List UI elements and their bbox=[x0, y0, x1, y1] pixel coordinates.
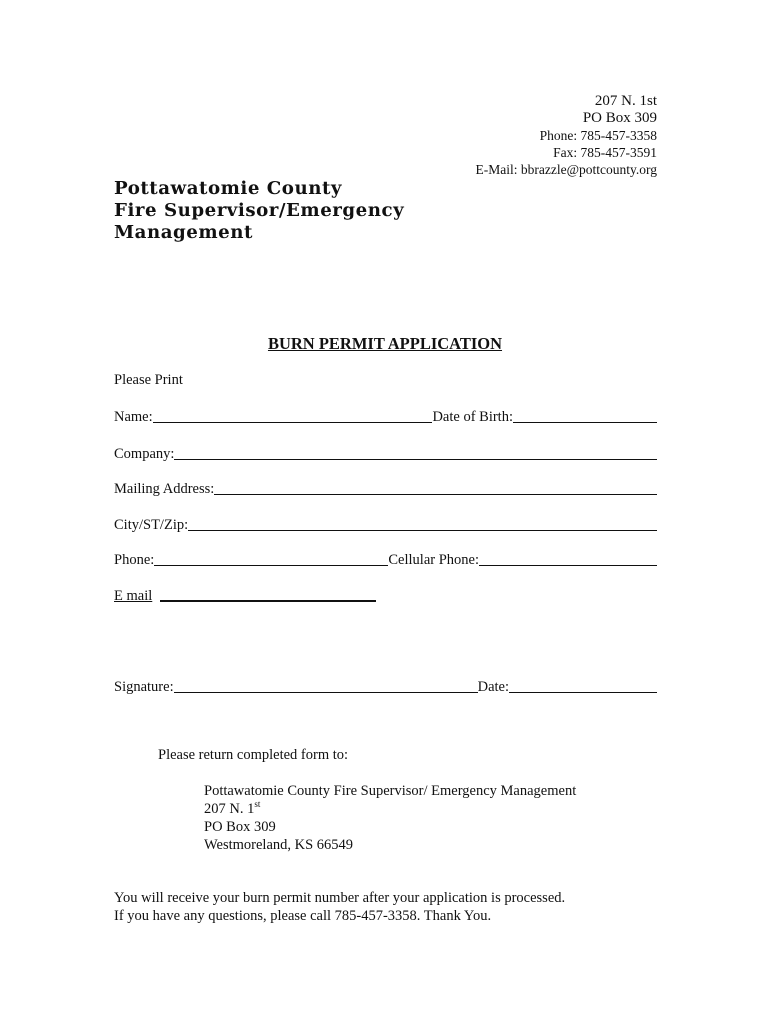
return-line-3: PO Box 309 bbox=[204, 819, 276, 835]
return-line-1: Pottawatomie County Fire Supervisor/ Emergency Management bbox=[204, 783, 577, 799]
return-line-2 bbox=[204, 800, 576, 818]
cellular-phone-field[interactable] bbox=[479, 551, 657, 566]
address-phone: Phone: 785-457-3358 bbox=[539, 128, 657, 143]
cellular-phone-label: Cellular Phone: bbox=[388, 552, 479, 568]
org-line-2: Fire Supervisor/Emergency bbox=[114, 201, 405, 221]
footer-note bbox=[114, 889, 565, 925]
city-state-zip-field[interactable] bbox=[188, 516, 657, 531]
org-line-3: Management bbox=[114, 223, 253, 243]
return-address-block bbox=[204, 782, 576, 854]
mailing-address-label: Mailing Address: bbox=[114, 481, 215, 497]
phone-label: Phone: bbox=[114, 552, 155, 568]
address-fax: Fax: 785-457-3591 bbox=[553, 145, 657, 160]
phone-field[interactable] bbox=[154, 551, 388, 566]
dob-label: Date of Birth: bbox=[432, 409, 513, 425]
return-heading: Please return completed form to: bbox=[158, 747, 349, 763]
email-label: E mail bbox=[114, 588, 153, 604]
signature-field[interactable] bbox=[174, 678, 478, 693]
company-field[interactable] bbox=[174, 445, 657, 460]
city-state-zip-label: City/ST/Zip: bbox=[114, 517, 189, 533]
company-row bbox=[114, 443, 657, 463]
address-email: E-Mail: bbrazzle@pottcounty.org bbox=[475, 162, 657, 177]
dob-field[interactable] bbox=[513, 408, 657, 423]
organization-heading bbox=[114, 178, 404, 244]
date-field[interactable] bbox=[509, 678, 657, 693]
date-label: Date: bbox=[477, 679, 509, 695]
return-line-4: Westmoreland, KS 66549 bbox=[204, 837, 354, 853]
footer-line-2: If you have any questions, please call 785-457-3358. Thank You. bbox=[114, 908, 492, 924]
return-street-suffix: st bbox=[254, 799, 261, 809]
city-state-zip-row bbox=[114, 514, 657, 534]
phone-row bbox=[114, 549, 657, 569]
email-row bbox=[114, 585, 376, 605]
signature-row bbox=[114, 676, 657, 696]
name-label: Name: bbox=[114, 409, 153, 425]
address-po-box: PO Box 309 bbox=[582, 110, 657, 126]
name-dob-row bbox=[114, 406, 657, 426]
email-field[interactable] bbox=[160, 586, 376, 602]
footer-line-1: You will receive your burn permit number after your application is processed. bbox=[114, 890, 566, 906]
address-street: 207 N. 1st bbox=[594, 93, 657, 109]
org-line-1: Pottawatomie County bbox=[114, 179, 342, 199]
return-street: 207 N. 1 bbox=[204, 801, 255, 817]
name-field[interactable] bbox=[153, 408, 433, 423]
office-address-block bbox=[475, 93, 657, 178]
company-label: Company: bbox=[114, 446, 175, 462]
please-print-note: Please Print bbox=[114, 372, 183, 388]
mailing-address-field[interactable] bbox=[214, 480, 657, 495]
signature-label: Signature: bbox=[114, 679, 174, 695]
form-title: BURN PERMIT APPLICATION bbox=[267, 334, 503, 353]
mailing-address-row bbox=[114, 478, 657, 498]
